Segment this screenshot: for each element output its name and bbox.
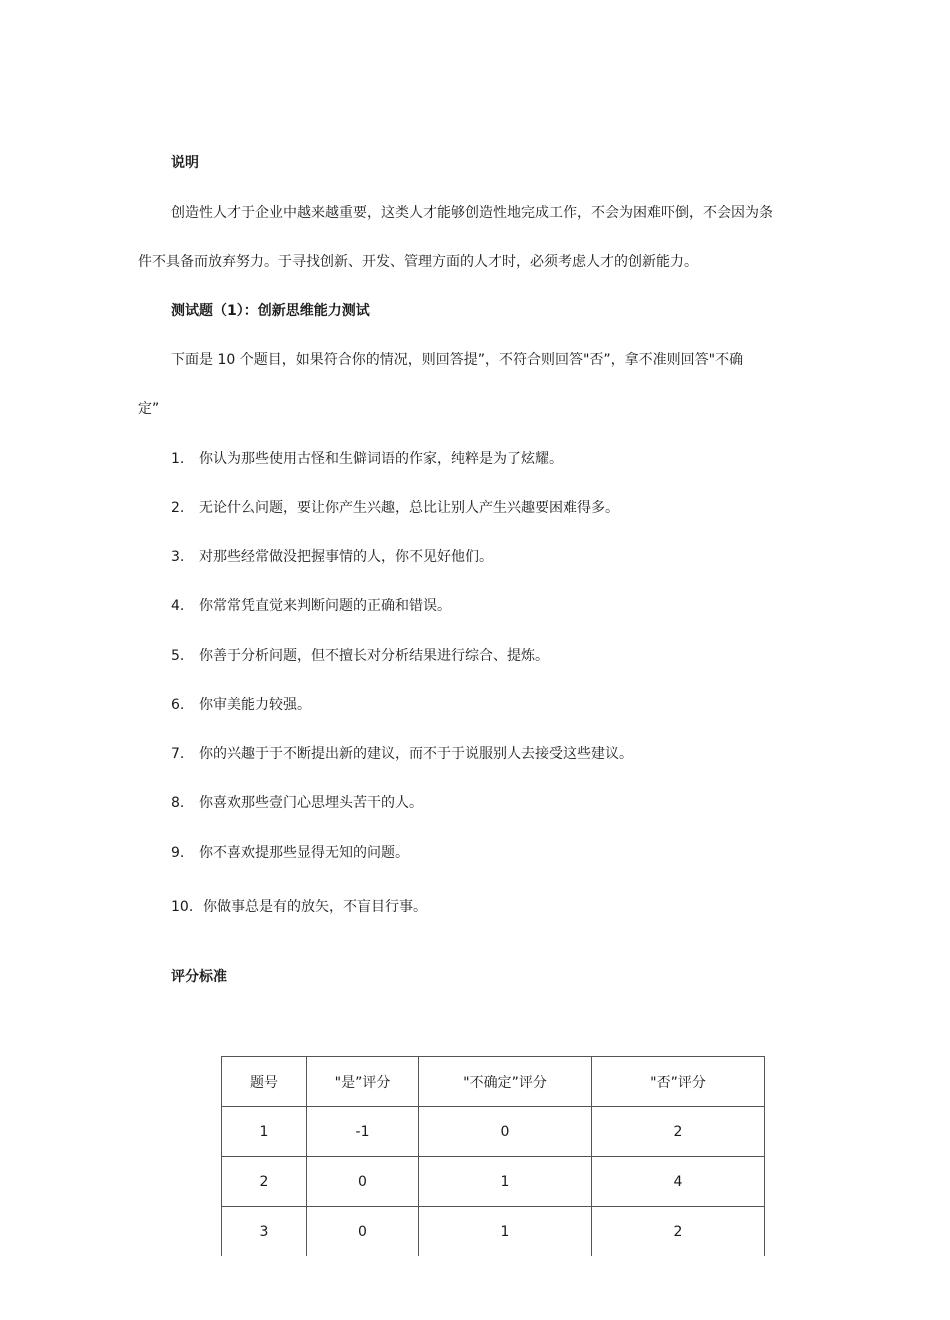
intro-line-1: 创造性人才于企业中越来越重要，这类人才能够创造性地完成工作，不会为困难吓倒，不会因为条 <box>171 205 773 221</box>
question-number: 4. <box>171 598 185 614</box>
table-row <box>222 1157 765 1207</box>
question-number: 7. <box>171 746 185 762</box>
instructions-line-2: 定” <box>138 401 160 417</box>
table-cell: -1 <box>307 1107 419 1157</box>
table-cell: 0 <box>419 1107 592 1157</box>
table-cell: 3 <box>222 1207 307 1257</box>
question-number: 2. <box>171 500 185 516</box>
table-header-cell: "不确定”评分 <box>419 1057 592 1107</box>
table-cell: 2 <box>222 1157 307 1207</box>
question-text: 你喜欢那些壹门心思埋头苦干的人。 <box>199 795 423 811</box>
question-item <box>171 843 409 863</box>
table-header-cell: "是”评分 <box>307 1057 419 1107</box>
question-item <box>171 596 451 616</box>
question-text: 你善于分析问题，但不擅长对分析结果进行综合、提炼。 <box>199 648 549 664</box>
test-title: 测试题（1）：创新思维能力测试 <box>171 303 370 319</box>
question-item <box>171 646 549 666</box>
scoring-table <box>221 1056 765 1256</box>
table-cell: 1 <box>419 1207 592 1257</box>
question-text: 你审美能力较强。 <box>199 697 311 713</box>
question-number: 10. <box>171 899 194 915</box>
table-row <box>222 1107 765 1157</box>
table-header-cell: 题号 <box>222 1057 307 1107</box>
question-number: 1. <box>171 451 185 467</box>
question-number: 8. <box>171 795 185 811</box>
question-item <box>171 695 311 715</box>
table-cell: 2 <box>592 1207 765 1257</box>
table-cell: 2 <box>592 1107 765 1157</box>
question-number: 5. <box>171 648 185 664</box>
question-text: 你不喜欢提那些显得无知的问题。 <box>199 845 409 861</box>
table-cell: 4 <box>592 1157 765 1207</box>
question-item <box>171 498 619 518</box>
question-text: 你做事总是有的放矢，不盲目行事。 <box>203 899 427 915</box>
instructions-line-1: 下面是 10 个题目，如果符合你的情况，则回答提”，不符合则回答"否”，拿不准则回答"不确 <box>171 352 744 368</box>
table-header-row <box>222 1057 765 1107</box>
question-item <box>171 449 563 469</box>
table-cell: 1 <box>419 1157 592 1207</box>
question-text: 无论什么问题，要让你产生兴趣，总比让别人产生兴趣要困难得多。 <box>199 500 619 516</box>
question-item <box>171 793 423 813</box>
scoring-title: 评分标准 <box>171 969 227 985</box>
table-cell: 0 <box>307 1157 419 1207</box>
question-text: 你认为那些使用古怪和生僻词语的作家，纯粹是为了炫耀。 <box>199 451 563 467</box>
question-number: 6. <box>171 697 185 713</box>
table-cell: 0 <box>307 1207 419 1257</box>
question-text: 你的兴趣于于不断提出新的建议，而不于于说服别人去接受这些建议。 <box>199 746 633 762</box>
section-title: 说明 <box>171 155 199 171</box>
question-item <box>171 547 493 567</box>
question-number: 9. <box>171 845 185 861</box>
intro-line-2: 件不具备而放弃努力。于寻找创新、开发、管理方面的人才时，必须考虑人才的创新能力。 <box>138 254 698 270</box>
question-item <box>171 897 427 917</box>
table-header-cell: "否”评分 <box>592 1057 765 1107</box>
question-text: 你常常凭直觉来判断问题的正确和错误。 <box>199 598 451 614</box>
question-number: 3. <box>171 549 185 565</box>
table-cell: 1 <box>222 1107 307 1157</box>
question-text: 对那些经常做没把握事情的人，你不见好他们。 <box>199 549 493 565</box>
table-row <box>222 1207 765 1257</box>
question-item <box>171 744 633 764</box>
